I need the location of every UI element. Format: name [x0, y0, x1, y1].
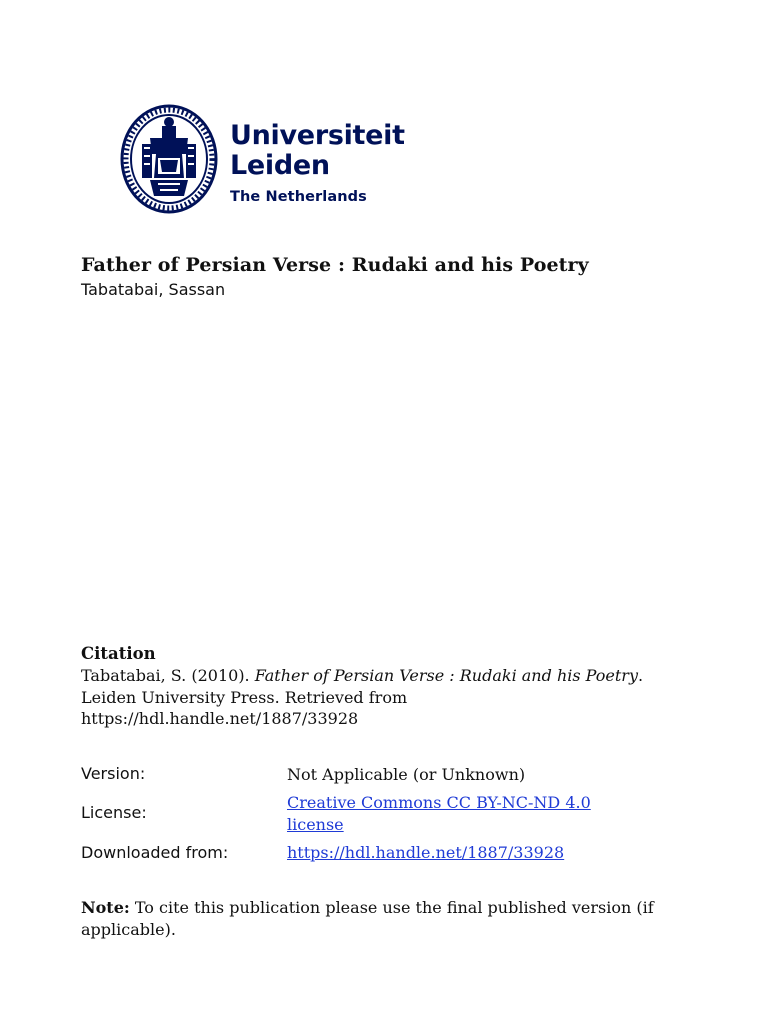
handle-link[interactable]: https://hdl.handle.net/1887/33928 [287, 843, 565, 862]
note [81, 897, 661, 940]
citation-suffix: . Leiden University Press. Retrieved from https://hdl.handle.net/1887/33928 [81, 666, 644, 728]
note-label: Note: [81, 898, 130, 917]
citation-text [81, 665, 671, 730]
logo-university: Universiteit [230, 120, 405, 151]
license-link[interactable]: Creative Commons CC BY-NC-ND 4.0 license [287, 793, 591, 834]
version-value: Not Applicable (or Unknown) [287, 765, 526, 784]
note-text: To cite this publication please use the final published version (if applicable). [81, 898, 654, 939]
license-value [287, 792, 647, 835]
university-logo [120, 104, 420, 216]
version-label: Version: [81, 764, 146, 783]
document-author: Tabatabai, Sassan [81, 280, 226, 299]
leiden-seal-icon [120, 104, 218, 214]
document-title: Father of Persian Verse : Rudaki and his Poetry [81, 254, 589, 276]
downloaded-label: Downloaded from: [81, 843, 229, 862]
citation-heading: Citation [81, 644, 156, 663]
citation-italic-title: Father of Persian Verse : Rudaki and his Poetry [254, 666, 638, 685]
logo-text [230, 122, 405, 205]
logo-leiden: Leiden [230, 150, 330, 181]
citation-prefix: Tabatabai, S. (2010). [81, 666, 255, 685]
downloaded-value [287, 842, 667, 864]
logo-country: The Netherlands [230, 189, 367, 205]
license-label: License: [81, 803, 147, 822]
